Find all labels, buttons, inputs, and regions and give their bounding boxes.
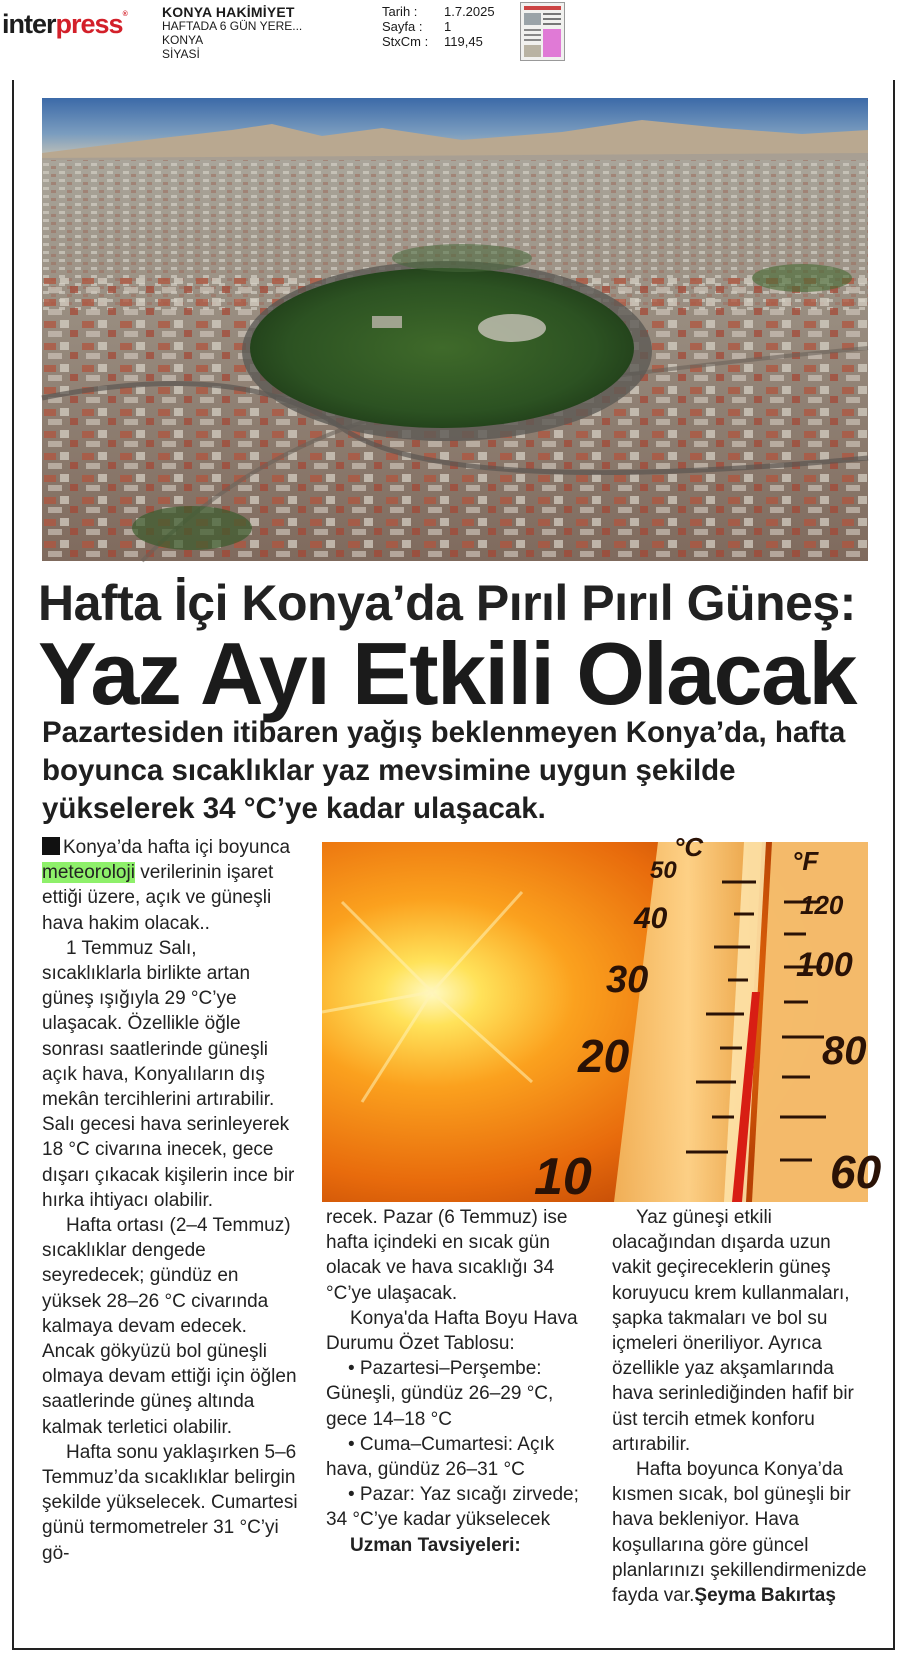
fahrenheit-label: 80: [822, 1029, 867, 1073]
publication-city: KONYA: [162, 33, 204, 47]
article-column-3: [612, 1205, 874, 1608]
celsius-label: 50: [650, 857, 677, 884]
paragraph-advice: Yaz güneşi etkili olacağından dışarda uzun vakit geçireceklerin güneş koruyucu krem kullanmaları, şapka takmaları ve bol su içmeleri öneriliyor. Ayrıca özellikle yaz akşamlarında hava serinlediğinden hafif bir üst tercih etmek konforu artırabilir.: [612, 1207, 854, 1455]
celsius-label: 40: [634, 902, 668, 935]
forecast-item: • Pazar: Yaz sıcağı zirvede; 34 °C’ye kadar yükselecek: [326, 1484, 579, 1531]
clipping-meta: [382, 4, 495, 49]
publication-info: [162, 5, 302, 61]
thermometer-photo: [322, 832, 882, 1206]
author-name: Şeyma Bakırtaş: [694, 1585, 836, 1607]
meta-page: Sayfa : 1: [382, 19, 452, 34]
publication-frequency: HAFTADA 6 GÜN YERE...: [162, 19, 303, 33]
paragraph-intro: Konya’da hafta içi boyunca meteoroloji verilerinin işaret ettiği üzere, açık ve güneşli hava hakim olacak..: [42, 837, 291, 934]
meta-size: StxCm : 119,45: [382, 34, 483, 49]
highlighted-keyword: meteoroloji: [42, 862, 135, 884]
forecast-item: • Cuma–Cumartesi: Açık hava, gündüz 26–31 °C: [326, 1433, 555, 1481]
clipping-header: [0, 0, 897, 74]
paragraph-summary-title: Konya'da Hafta Boyu Hava Durumu Özet Tablosu:: [326, 1307, 578, 1355]
forecast-item: • Pazartesi–Perşembe: Güneşli, gündüz 26–29 °C, gece 14–18 °C: [326, 1358, 554, 1430]
interpress-logo: interpress®: [2, 9, 127, 39]
fahrenheit-label: 120: [800, 890, 844, 920]
paragraph-closing: Hafta boyunca Konya’da kısmen sıcak, bol güneşli bir hava bekleniyor. Hava koşullarına göre güncel planlarınızı şekillendirmenizde fayda var.Şeyma Bakırtaş: [612, 1459, 867, 1607]
celsius-label: 20: [578, 1030, 630, 1082]
paragraph-midweek: Hafta ortası (2–4 Temmuz) sıcaklıklar dengede seyredecek; gündüz en yüksek 28–26 °C civarında kalmaya devam edecek. Ancak gökyüzü bol güneşli olmaya devam ettiği için öğlen saatlerinde güneş altında kalmak terletici olabilir.: [42, 1215, 297, 1438]
article-column-2: [326, 1205, 584, 1558]
article-spot: Pazartesiden itibaren yağış beklenmeyen Konya’da, hafta boyunca sıcaklıklar yaz mevsimine uygun şekilde yükselerek 34 °C’ye kadar ulaşacak.: [42, 716, 846, 825]
lead-square: [42, 837, 60, 855]
celsius-label: 30: [606, 959, 649, 1001]
publication-name: KONYA HAKİMİYET: [162, 4, 295, 20]
thermometer-celsius-unit: °C: [674, 832, 704, 862]
konya-aerial-photo: [42, 98, 868, 561]
subhead-expert-advice: Uzman Tavsiyeleri:: [350, 1534, 521, 1556]
article-column-1: [42, 835, 298, 1566]
article-kicker: Hafta İçi Konya’da Pırıl Pırıl Güneş:: [38, 575, 856, 631]
fahrenheit-label: 100: [796, 946, 853, 984]
paragraph-sunday: recek. Pazar (6 Temmuz) ise hafta içindeki en sıcak gün olacak ve hava sıcaklığı 34 °C’ye ulaşacak.: [326, 1207, 568, 1304]
fahrenheit-label: 60: [830, 1146, 882, 1198]
paragraph-tuesday: 1 Temmuz Salı, sıcaklıklarla birlikte artan güneş ışığıyla 29 °C’ye ulaşacak. Özellikle öğle sonrası saatlerinde güneşli açık hava, Konyalıların dış mekân tercihlerini artırabilir. Salı gecesi hava serinleyerek 18 °C civarına inecek, gece dışarı çıkacak kişilerin ince bir hırka ihtiyacı olabilir.: [42, 937, 295, 1211]
thermometer-fahrenheit-unit: °F: [792, 846, 819, 876]
page-thumbnail[interactable]: [520, 2, 565, 61]
publication-category: SİYASİ: [162, 47, 200, 61]
paragraph-weekend: Hafta sonu yaklaşırken 5–6 Temmuz’da sıcaklıklar belirgin şekilde yükselecek. Cumartesi günü termometreler 31 °C’yi gö-: [42, 1441, 298, 1564]
article-headline: Yaz Ayı Etkili Olacak: [38, 624, 856, 723]
celsius-label: 10: [534, 1148, 592, 1206]
meta-date: Tarih : 1.7.2025: [382, 4, 495, 19]
